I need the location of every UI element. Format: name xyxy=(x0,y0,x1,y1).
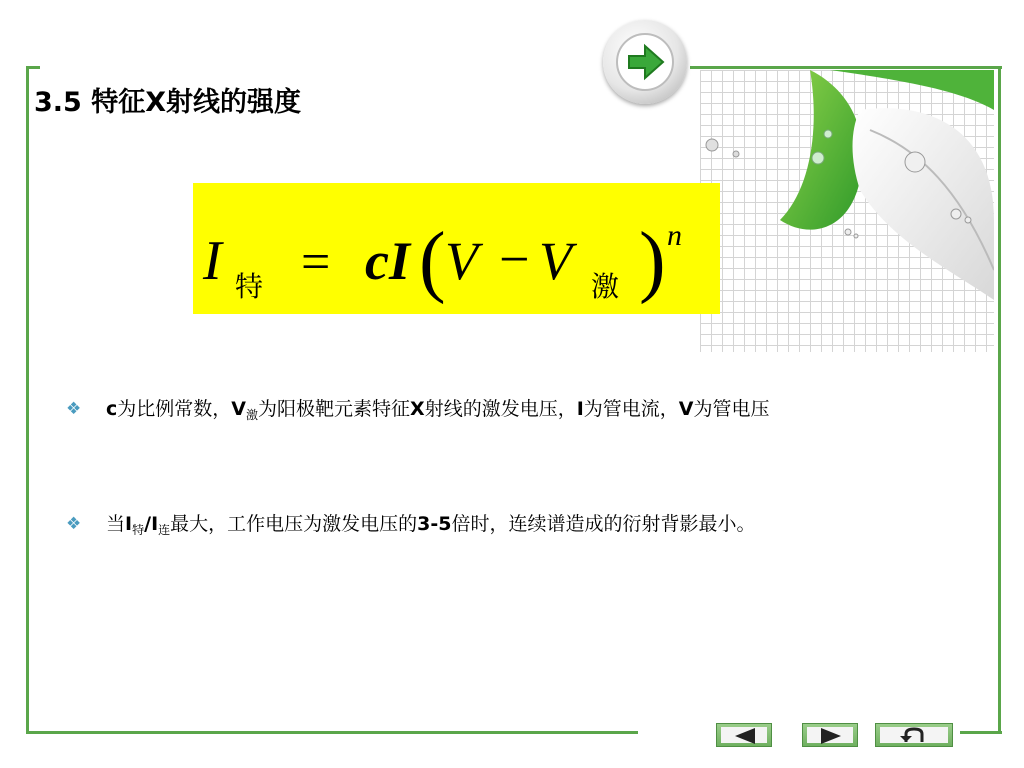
text-segment: 倍时，连续谱造成的衍射背影最小。 xyxy=(451,513,756,535)
symbol-i: I xyxy=(125,513,133,535)
symbol-v: V xyxy=(231,398,246,420)
formula-coefficient: cI xyxy=(365,231,410,291)
subscript: 特 xyxy=(132,523,145,537)
diamond-cluster-icon: ❖ xyxy=(66,399,82,419)
frame-right-line xyxy=(998,66,1001,734)
green-arrow-right-icon xyxy=(603,20,687,104)
text-segment: 为比例常数， xyxy=(117,398,232,420)
text-segment: 最大，工作电压为激发电压的 xyxy=(170,513,418,535)
formula-close-paren: ) xyxy=(639,217,666,305)
subscript: 激 xyxy=(246,408,259,422)
formula-variable-v: V xyxy=(445,231,478,291)
text-segment: 为管电压 xyxy=(693,398,770,420)
text-segment: 为管电流， xyxy=(583,398,679,420)
frame-left-line xyxy=(26,66,29,734)
frame-bottom-right-line xyxy=(960,731,1002,734)
triangle-left-icon xyxy=(717,724,773,748)
text-segment: 射线的激发电压， xyxy=(424,398,577,420)
subscript: 连 xyxy=(158,523,171,537)
slide-title: 3.5 特征X射线的强度 xyxy=(34,87,302,118)
frame-bottom-left-line xyxy=(26,731,638,734)
formula-lhs-subscript: 特 xyxy=(235,270,264,303)
text-segment: 当 xyxy=(106,513,126,535)
next-slide-button[interactable] xyxy=(603,20,687,104)
symbol-x: X xyxy=(410,398,425,420)
symbol-i: I xyxy=(576,398,584,420)
frame-top-right-line xyxy=(690,66,1002,69)
next-page-button[interactable] xyxy=(802,723,858,747)
formula-lhs-symbol: I xyxy=(203,230,222,292)
formula-variable-v2: V xyxy=(539,231,572,291)
text-segment: 为阳极靶元素特征 xyxy=(258,398,411,420)
diamond-cluster-icon: ❖ xyxy=(66,514,82,534)
formula-equals: = xyxy=(301,234,331,291)
symbol-i: I xyxy=(151,513,159,535)
intensity-formula xyxy=(193,183,720,314)
formula-exponent: n xyxy=(667,219,682,252)
return-arrow-icon xyxy=(876,724,954,748)
bullet-text-1 xyxy=(106,393,966,431)
return-button[interactable] xyxy=(875,723,953,747)
formula-v2-subscript: 激 xyxy=(591,270,620,303)
formula-minus: − xyxy=(499,229,530,289)
formula-box xyxy=(193,183,720,314)
ratio-range: 3-5 xyxy=(417,513,452,535)
symbol-v: V xyxy=(678,398,694,420)
previous-slide-button[interactable] xyxy=(716,723,772,747)
triangle-right-icon xyxy=(803,724,859,748)
leaf-illustration xyxy=(700,70,994,352)
bullet-text-2 xyxy=(106,508,966,546)
symbol-c: c xyxy=(106,398,118,420)
formula-open-paren: ( xyxy=(419,217,446,305)
slash: / xyxy=(144,513,152,535)
frame-top-left-line xyxy=(26,66,40,69)
